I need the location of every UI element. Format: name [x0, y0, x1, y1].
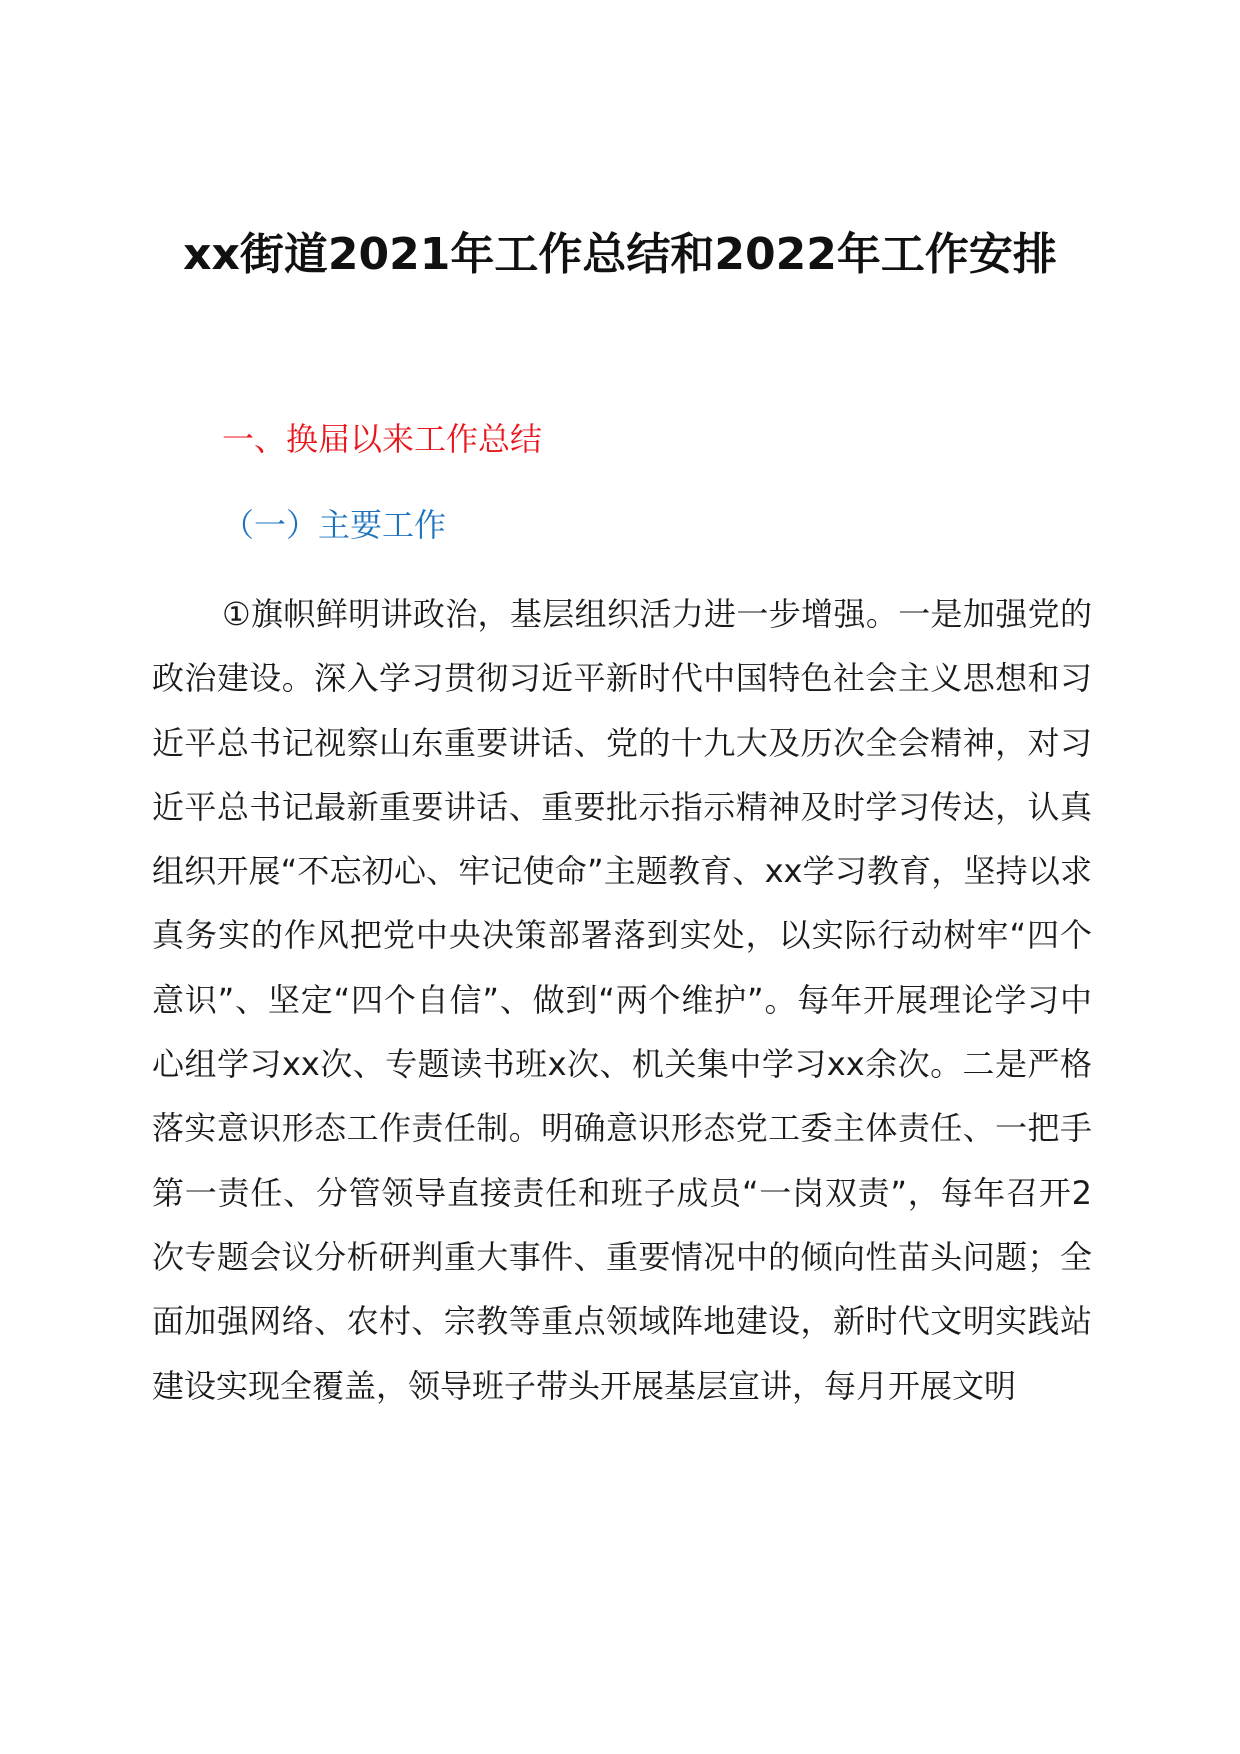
section-heading: 一、换届以来工作总结 — [222, 420, 543, 458]
document-title: xx街道2021年工作总结和2022年工作安排 — [183, 229, 1057, 280]
body-paragraph: ①旗帜鲜明讲政治，基层组织活力进一步增强。一是加强党的政治建设。深入学习贯彻习近平新时代中国特色社会主义思想和习近平总书记视察山东重要讲话、党的十九大及历次全会精神，对习近平总书记最新重要讲话、重要批示指示精神及时学习传达，认真组织开展“不忘初心、牢记使命”主题教育、xx学习教育，坚持以求真务实的作风把党中央决策部署落到实处，以实际行动树牢“四个意识”、坚定“四个自信”、做到“两个维护”。每年开展理论学习中心组学习xx次、专题读书班x次、机关集中学习xx余次。二是严格落实意识形态工作责任制。明确意识形态党工委主体责任、一把手第一责任、分管领导直接责任和班子成员“一岗双责”，每年召开2次专题会议分析研判重大事件、重要情况中的倾向性苗头问题；全面加强网络、农村、宗教等重点领域阵地建设，新时代文明实践站建设实现全覆盖，领导班子带头开展基层宣讲，每月开展文明 — [152, 595, 1092, 1405]
subsection-heading: （一）主要工作 — [222, 506, 447, 544]
